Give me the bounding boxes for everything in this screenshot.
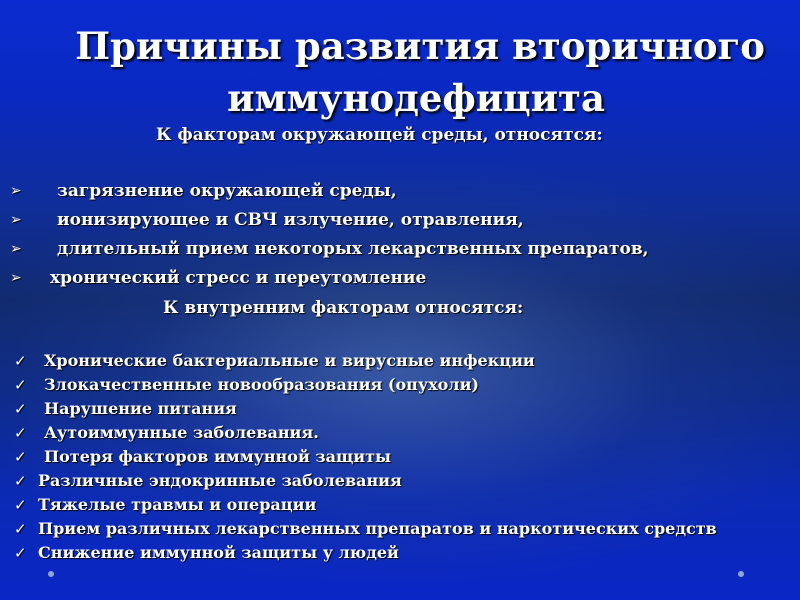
list-item-text: хронический стресс и переутомление: [50, 268, 427, 288]
list-item-text: Прием различных лекарственных препаратов и наркотических средств: [38, 519, 717, 538]
check-bullet-icon: ✓: [14, 472, 27, 490]
check-bullet-icon: ✓: [14, 400, 27, 418]
list-item-text: Хронические бактериальные и вирусные инфекции: [44, 351, 535, 370]
bullet-arrow-icon: ➢: [10, 212, 22, 228]
title-line-1: Причины развития вторичного: [75, 24, 765, 68]
bullet-arrow-icon: ➢: [10, 183, 22, 199]
check-bullet-icon: ✓: [14, 544, 27, 562]
list-item-text: Потеря факторов иммунной защиты: [44, 447, 392, 466]
list-item-text: Нарушение питания: [44, 399, 237, 418]
list-item-text: загрязнение окружающей среды,: [57, 181, 397, 201]
check-bullet-icon: ✓: [14, 520, 27, 538]
check-bullet-icon: ✓: [14, 448, 27, 466]
title-line-2: иммунодефицита: [227, 76, 605, 120]
list-item-text: Снижение иммунной защиты у людей: [38, 543, 399, 562]
list-item-text: Злокачественные новообразования (опухоли): [44, 375, 479, 394]
check-bullet-icon: ✓: [14, 496, 27, 514]
check-bullet-icon: ✓: [14, 424, 27, 442]
list-item-text: Аутоиммунные заболевания.: [44, 423, 319, 442]
check-bullet-icon: ✓: [14, 352, 27, 370]
environment-factors-heading: К факторам окружающей среды, относятся:: [156, 125, 603, 145]
list-item-text: ионизирующее и СВЧ излучение, отравления,: [57, 210, 524, 230]
list-item-text: Различные эндокринные заболевания: [38, 471, 402, 490]
check-bullet-icon: ✓: [14, 376, 27, 394]
list-item-text: Тяжелые травмы и операции: [38, 495, 317, 514]
decorative-dot-left: [48, 571, 54, 577]
decorative-dot-right: [738, 571, 744, 577]
slide-title: [0, 20, 800, 124]
bullet-arrow-icon: ➢: [10, 270, 22, 286]
list-item-text: длительный прием некоторых лекарственных препаратов,: [57, 239, 649, 259]
bullet-arrow-icon: ➢: [10, 241, 22, 257]
internal-factors-heading: К внутренним факторам относятся:: [163, 298, 524, 318]
